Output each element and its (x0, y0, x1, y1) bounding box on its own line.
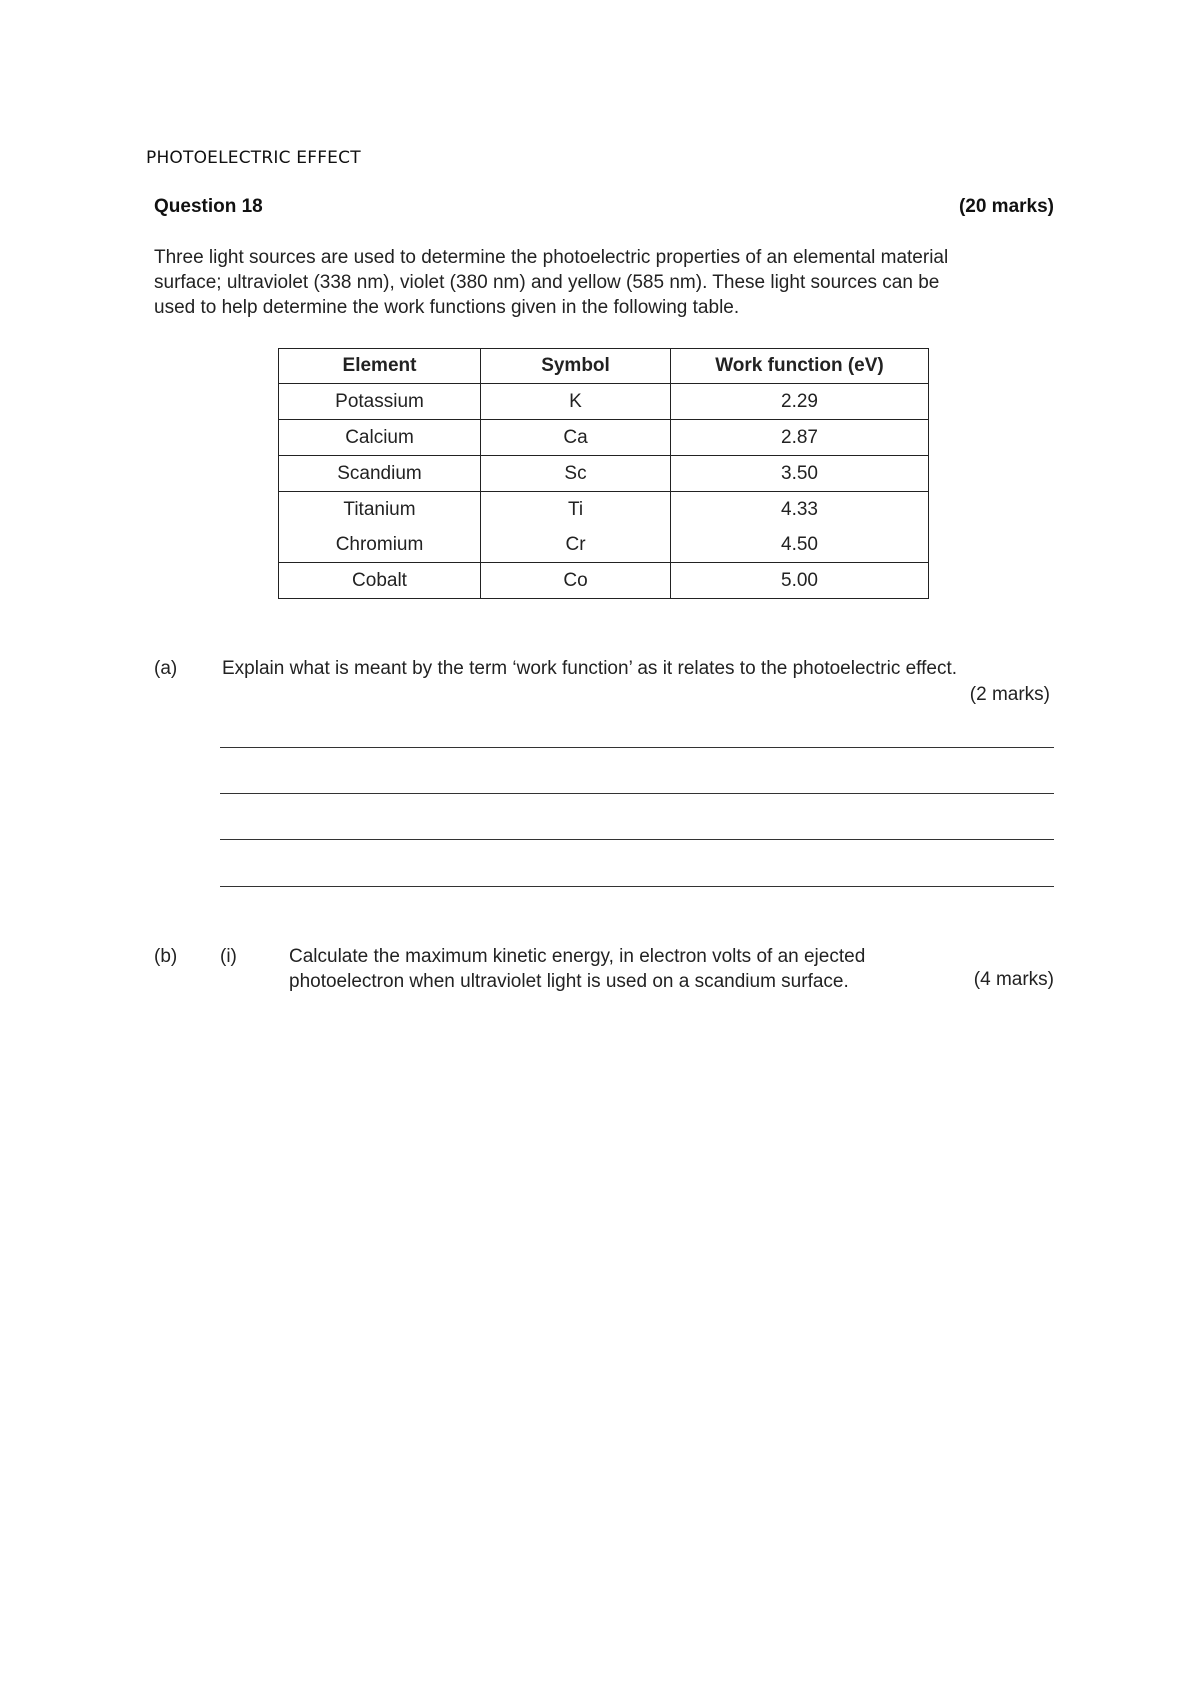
document-heading: PHOTOELECTRIC EFFECT (146, 148, 361, 168)
part-b-marks: (4 marks) (973, 969, 1054, 990)
intro-line: surface; ultraviolet (338 nm), violet (380 nm) and yellow (585 nm). These light sources can be (154, 272, 940, 293)
table-row (279, 563, 929, 599)
work-function-table (278, 348, 929, 599)
table-row (279, 492, 929, 528)
table-header-row (279, 349, 929, 384)
table-row (279, 420, 929, 456)
cell-element: Chromium (279, 527, 481, 563)
column-header-symbol: Symbol (481, 349, 671, 384)
cell-work-function: 4.50 (671, 527, 929, 563)
answer-line[interactable] (220, 747, 1054, 748)
table-row (279, 456, 929, 492)
cell-work-function: 4.33 (671, 492, 929, 528)
table-row (279, 384, 929, 420)
answer-line[interactable] (220, 886, 1054, 887)
cell-symbol: Ti (481, 492, 671, 528)
question-intro (154, 245, 1054, 320)
column-header-work-function: Work function (eV) (671, 349, 929, 384)
table-row (279, 527, 929, 563)
part-b-line: Calculate the maximum kinetic energy, in electron volts of an ejected (289, 946, 866, 967)
part-b-text (289, 944, 865, 994)
part-a-marks: (2 marks) (969, 684, 1050, 705)
column-header-element: Element (279, 349, 481, 384)
answer-line[interactable] (220, 839, 1054, 840)
cell-element: Titanium (279, 492, 481, 528)
question-title: Question 18 (154, 196, 263, 217)
part-a-text: Explain what is meant by the term ‘work function’ as it relates to the photoelectric effect. (222, 658, 958, 679)
cell-symbol: Sc (481, 456, 671, 492)
intro-line: used to help determine the work functions given in the following table. (154, 297, 740, 318)
cell-work-function: 3.50 (671, 456, 929, 492)
answer-line[interactable] (220, 793, 1054, 794)
cell-element: Scandium (279, 456, 481, 492)
cell-work-function: 5.00 (671, 563, 929, 599)
part-b-sub-label: (i) (220, 946, 237, 967)
question-marks: (20 marks) (958, 196, 1054, 217)
part-a-label: (a) (154, 658, 178, 679)
cell-element: Potassium (279, 384, 481, 420)
cell-work-function: 2.87 (671, 420, 929, 456)
cell-work-function: 2.29 (671, 384, 929, 420)
part-b-label: (b) (154, 946, 178, 967)
cell-symbol: Co (481, 563, 671, 599)
cell-element: Cobalt (279, 563, 481, 599)
part-b-line: photoelectron when ultraviolet light is used on a scandium surface. (289, 971, 849, 992)
cell-element: Calcium (279, 420, 481, 456)
intro-line: Three light sources are used to determine the photoelectric properties of an elemental material (154, 247, 949, 268)
cell-symbol: Ca (481, 420, 671, 456)
cell-symbol: Cr (481, 527, 671, 563)
cell-symbol: K (481, 384, 671, 420)
